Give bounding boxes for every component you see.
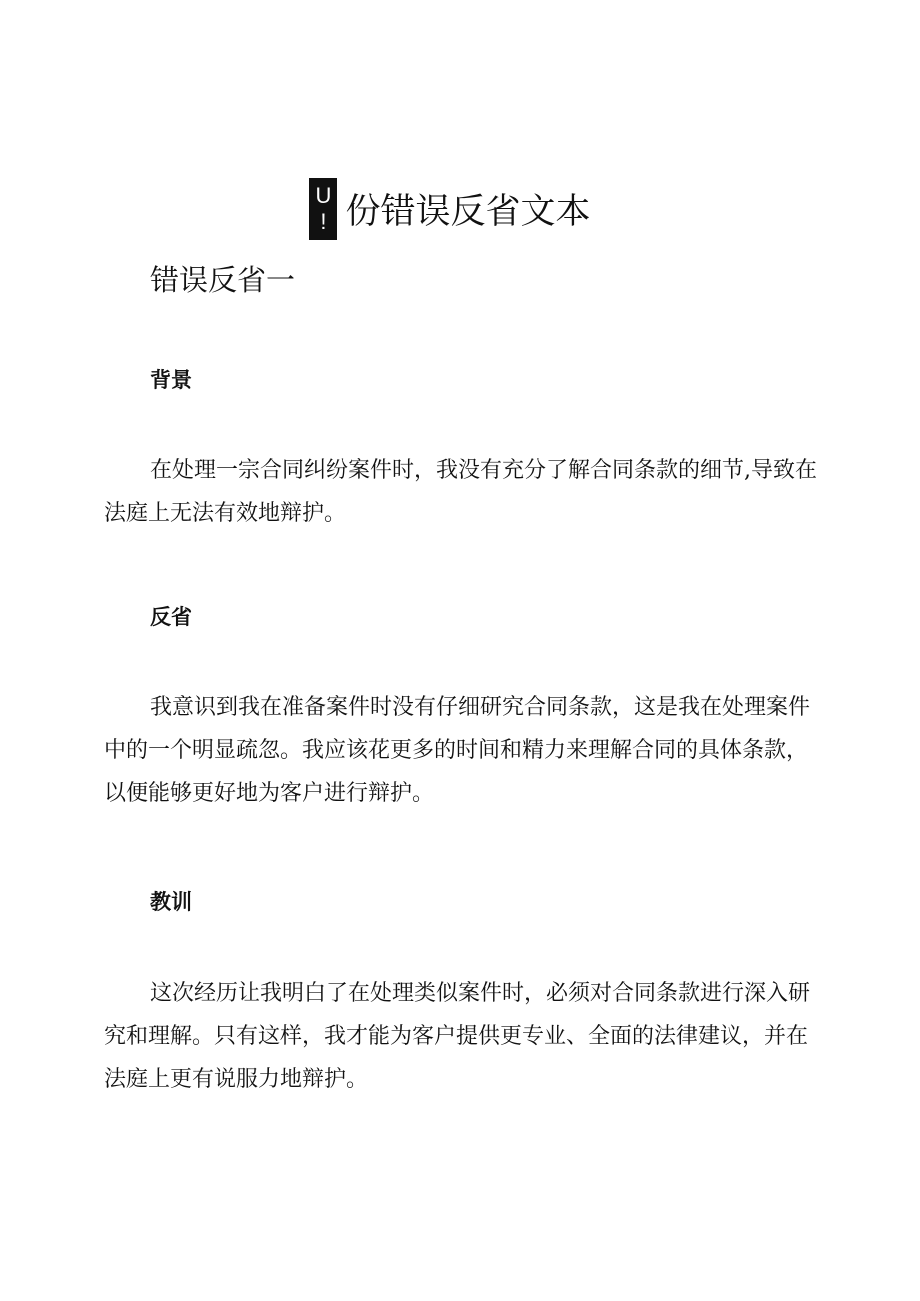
paragraph-reflection: 我意识到我在准备案件时没有仔细研究合同条款，这是我在处理案件中的一个明显疏忽。我应该花更多的时间和精力来理解合同的具体条款，以便能够更好地为客户进行辩护。: [104, 695, 811, 806]
document-title-row: [0, 178, 920, 240]
title-badge-line2: !: [320, 209, 327, 234]
paragraph-background: 在处理一宗合同纠纷案件时，我没有充分了解合同条款的细节,导致在法庭上无法有效地辩护。: [104, 458, 817, 526]
section-title: 错误反省一: [150, 263, 296, 297]
document-title: 份错误反省文本: [345, 192, 591, 232]
heading-lesson: 教训: [150, 890, 192, 914]
title-badge: [309, 178, 337, 240]
paragraph-lesson: 这次经历让我明白了在处理类似案件时，必须对合同条款进行深入研究和理解。只有这样，我才能为客户提供更专业、全面的法律建议，并在法庭上更有说服力地辩护。: [104, 981, 811, 1092]
heading-background: 背景: [150, 368, 192, 392]
heading-reflection: 反省: [150, 605, 192, 629]
title-badge-line1: U: [315, 183, 332, 208]
